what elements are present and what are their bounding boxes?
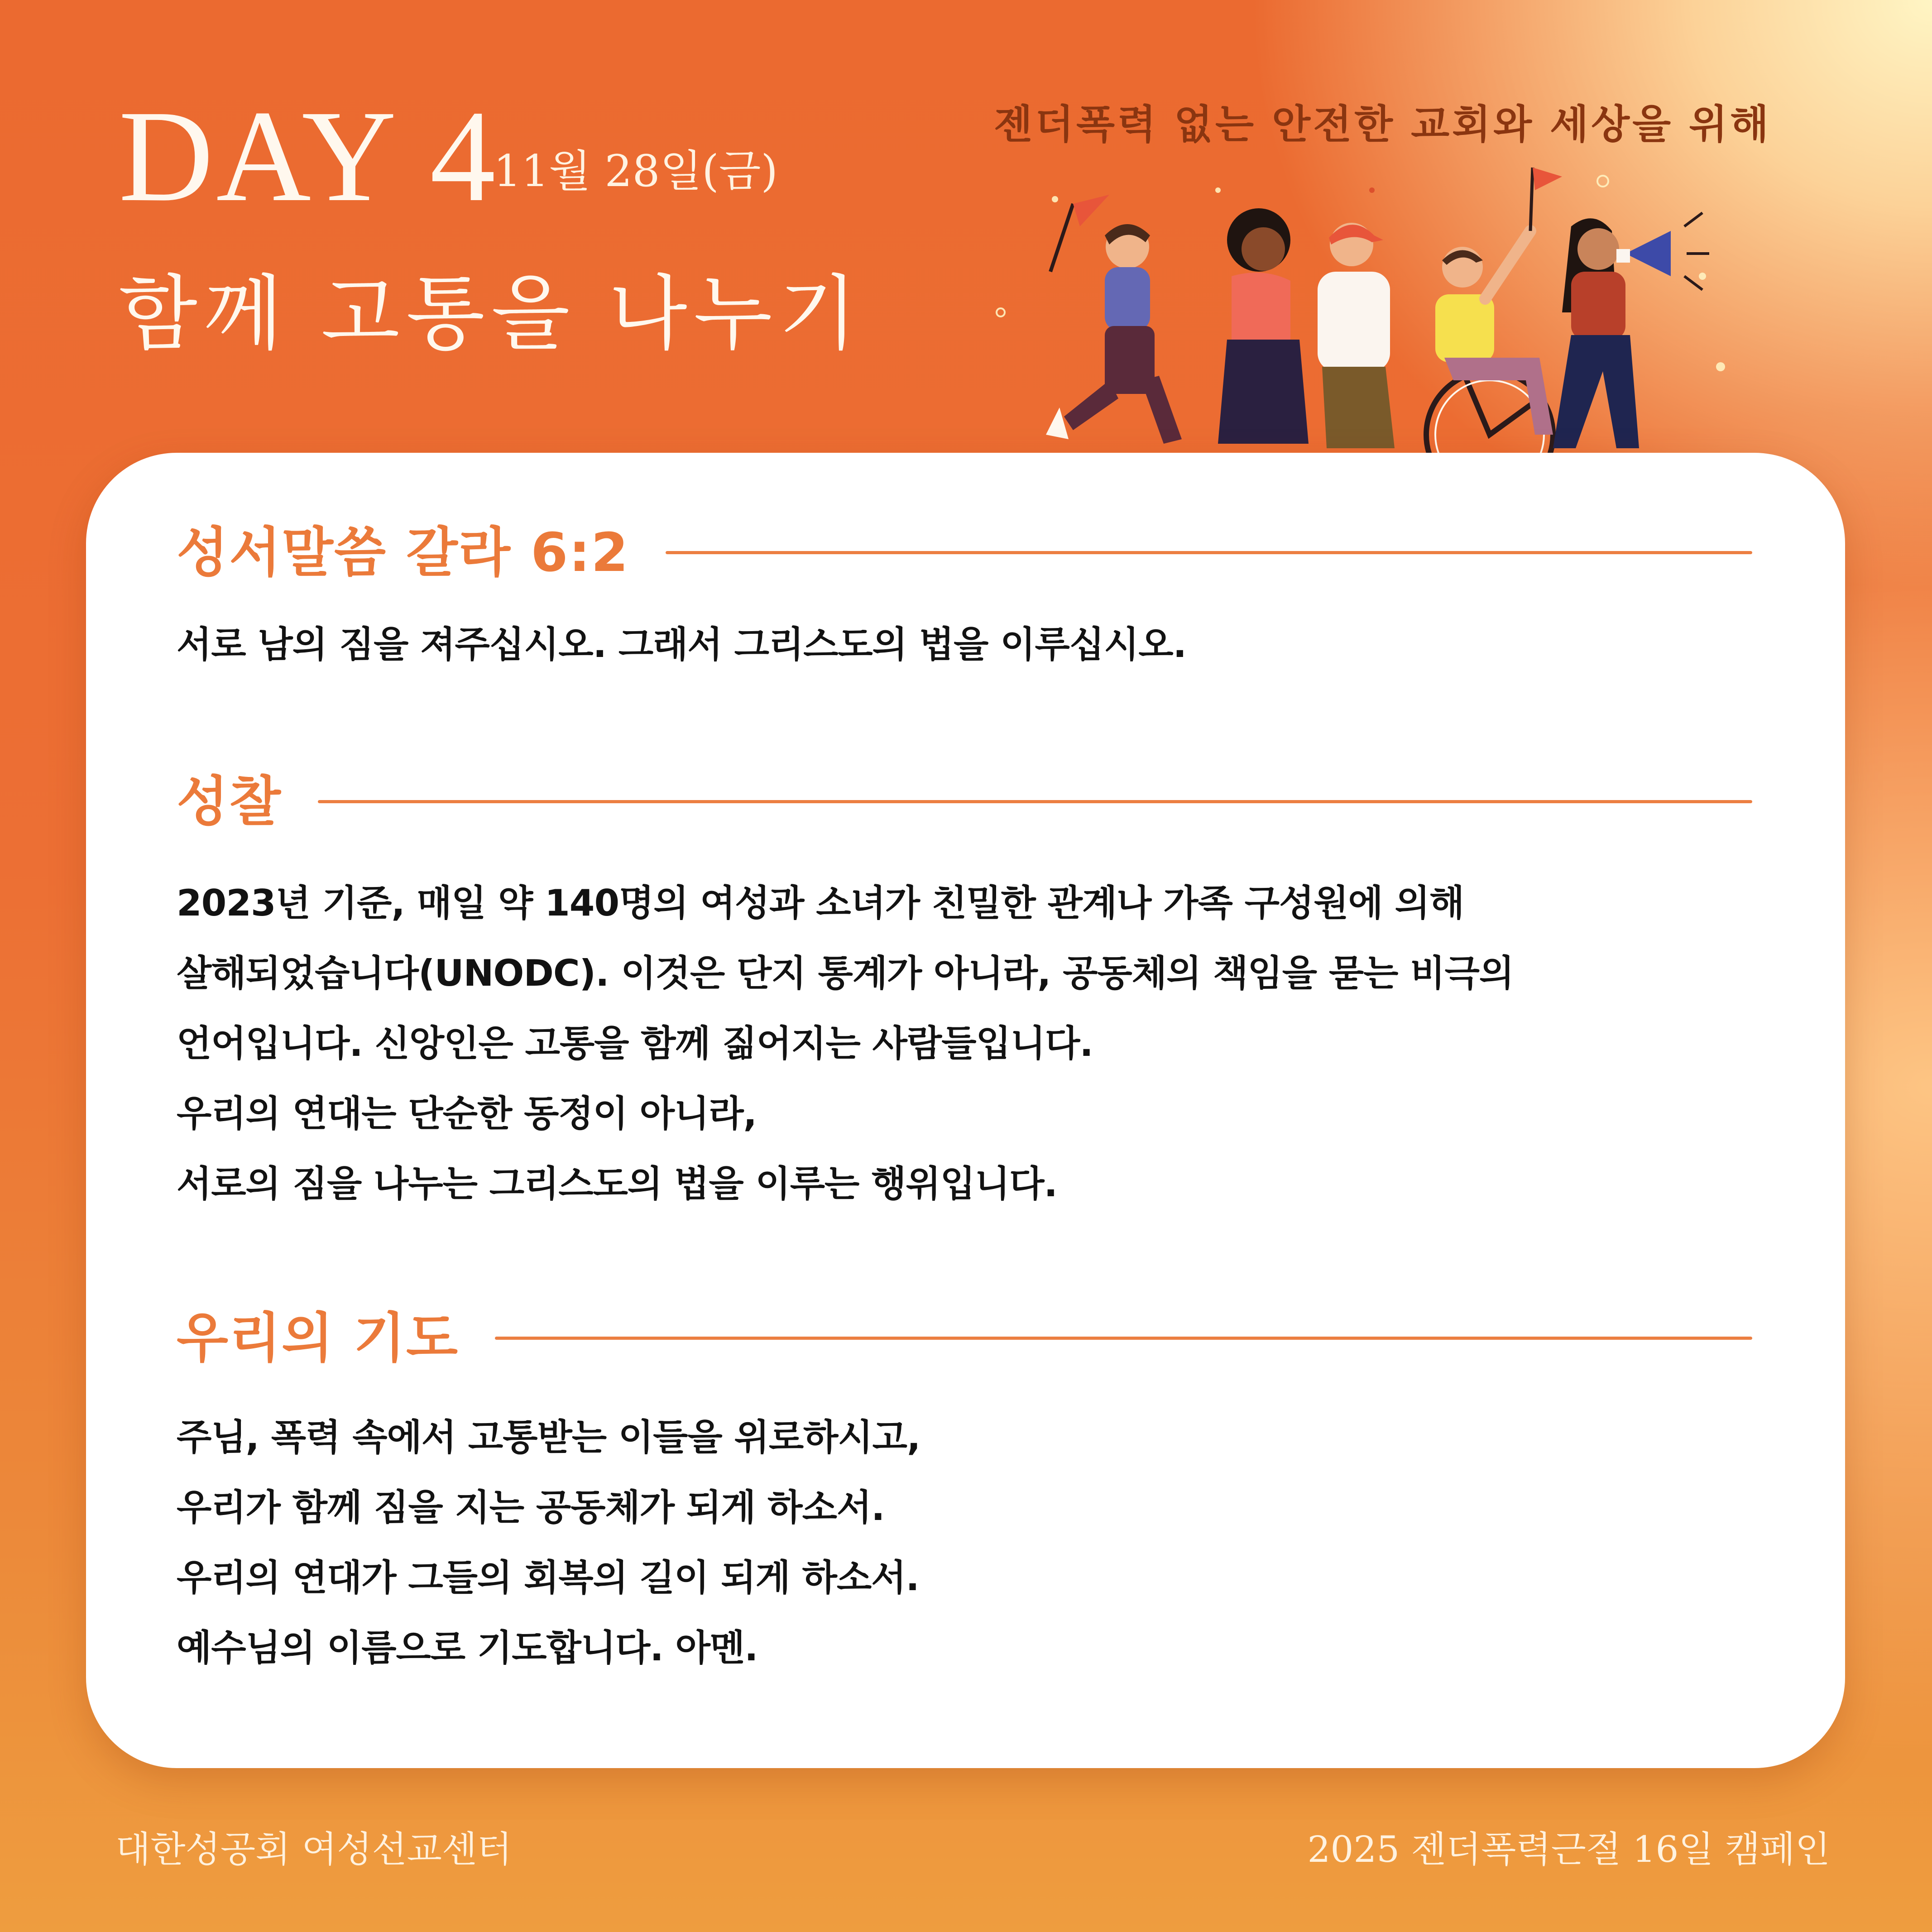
section-divider (495, 1337, 1752, 1340)
prayer-line: 우리가 함께 짐을 지는 공동체가 되게 하소서. (177, 1486, 885, 1529)
campaign-tagline (994, 93, 1771, 150)
reflection-line: 언어입니다. 신앙인은 고통을 함께 짊어지는 사람들입니다. (177, 1022, 1093, 1064)
scripture-title: 성서말씀 갈라 6:2 (177, 521, 629, 584)
reflection-header (177, 770, 1752, 834)
person-icon (1218, 208, 1309, 444)
theme-title: 함께 고통을 나누기 (119, 267, 864, 361)
reflection-line: 살해되었습니다(UNODC). 이것은 단지 통계가 아니라, 공동체의 책임을 묻는 비극의 (177, 952, 1514, 994)
prayer-text (177, 1402, 1752, 1683)
day-date: 11월 28일(금) (494, 146, 778, 197)
person-with-megaphone-icon (1553, 213, 1709, 448)
person-with-flag-icon (1046, 195, 1182, 444)
section-divider (318, 800, 1752, 803)
reflection-line: 우리의 연대는 단순한 동정이 아니라, (177, 1092, 757, 1135)
reflection-section (177, 770, 1752, 1219)
person-with-cap-icon (1318, 223, 1395, 448)
scripture-section (177, 521, 1752, 681)
scripture-line: 서로 남의 짐을 져주십시오. 그래서 그리스도의 법을 이루십시오. (177, 623, 1187, 666)
reflection-line: 2023년 기준, 매일 약 140명의 여성과 소녀가 친밀한 관계나 가족 구성원에 의해 (177, 882, 1464, 924)
megaphone-icon (1616, 231, 1671, 276)
tagline-word: 교회와 (1411, 101, 1535, 148)
prayer-title: 우리의 기도 (177, 1307, 459, 1369)
reflection-title: 성찰 (177, 770, 282, 833)
tagline-word: 위해 (1689, 101, 1772, 148)
day-title: DAY 4 (119, 83, 499, 229)
organization-name: 대한성공회 여성선교센터 (115, 1828, 512, 1870)
tagline-word: 세상을 (1550, 101, 1674, 148)
reflection-text (177, 868, 1752, 1219)
tagline-word: 젠더폭력 (994, 101, 1159, 148)
prayer-section (177, 1306, 1752, 1683)
campaign-name: 2025 젠더폭력근절 16일 캠페인 (1307, 1828, 1830, 1870)
scripture-header (177, 521, 1752, 585)
tagline-word: 없는 (1174, 101, 1257, 148)
prayer-line: 예수님의 이름으로 기도합니다. 아멘. (177, 1626, 758, 1669)
scripture-text (177, 609, 1752, 681)
prayer-line: 우리의 연대가 그들의 회복의 길이 되게 하소서. (177, 1556, 919, 1599)
prayer-line: 주님, 폭력 속에서 고통받는 이들을 위로하시고, (177, 1416, 920, 1458)
reflection-line: 서로의 짐을 나누는 그리스도의 법을 이루는 행위입니다. (177, 1162, 1057, 1205)
section-divider (666, 551, 1753, 554)
people-marching-illustration (973, 163, 1775, 453)
tagline-word: 안전한 (1272, 101, 1396, 148)
wheelchair-user-icon (1435, 168, 1562, 435)
prayer-header (177, 1306, 1752, 1371)
content-card (86, 453, 1845, 1768)
